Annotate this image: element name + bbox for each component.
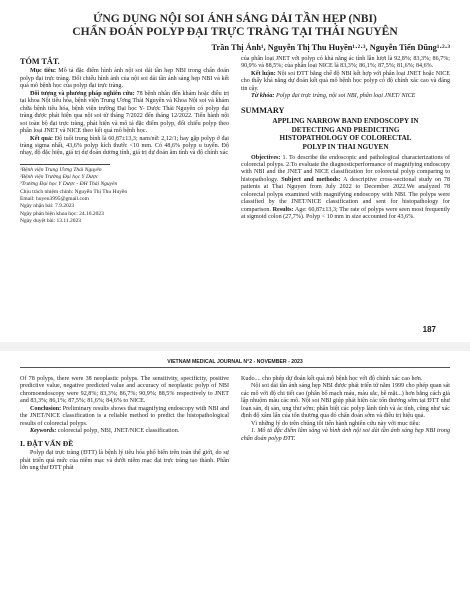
abstract-vn-objectives xyxy=(20,68,229,90)
summary-objectives-label: Objectives: xyxy=(251,154,281,161)
tom-tat-heading: TÓM TẮT. xyxy=(20,57,60,66)
intro-cont-paragraph: Kudo.... cho phép dự đoán kết quả mô bệnh học với độ chính xác cao hơn. xyxy=(241,376,423,382)
summary-conclusion-text: Preliminary results shows that magnifying endoscopy with NBI and the JNET/NICE classification is a reliable method to predict the histopathological results of colorectal polyps. xyxy=(20,405,229,427)
results-label: Kết quả: xyxy=(30,135,54,142)
objectives-text: Mô tả đặc điểm hình ảnh nội soi dải tần hẹp NBI trong chẩn đoán polyp đại trực tràng. Đối chiếu hình ảnh của nội soi dải tần ánh sáng hẹp NBI và kết quả mô bệnh học của polyp đại trực tràng. xyxy=(20,68,229,90)
abstract-vn-keywords xyxy=(241,93,450,100)
p2-right-column xyxy=(241,376,450,472)
article-title-line-1: ỨNG DỤNG NỘI SOI ÁNH SÁNG DẢI TẦN HẸP (NBI) xyxy=(93,12,377,25)
aims-paragraph: Vì những lý do trên chúng tôi tiến hành nghiên cứu này với mục tiêu: xyxy=(251,420,421,427)
summary-title-line-2: DETECTING AND PREDICTING xyxy=(291,125,400,134)
summary-objectives-text: 1. To describe the endoscopic and pathological characterizations of colorectal polyps. 2.To evaluate the diagnosticperformance of magnifying endoscopy with NBI and the JNET and NICE classification for colorectal polyp comparing to histopathology. xyxy=(241,154,450,183)
objectives-label: Mục tiêu: xyxy=(30,68,56,75)
date-accepted: Ngày duyệt bài: 13.11.2023 xyxy=(20,217,82,224)
journal-header: VIETNAM MEDICAL JOURNAL N°2 - NOVEMBER - 2023 xyxy=(20,359,450,368)
footnote-rule xyxy=(20,164,110,165)
methods-label: Đối tượng và phương pháp nghiên cứu: xyxy=(30,90,135,97)
page-two-columns xyxy=(20,376,450,472)
aim-1-text: 1. Mô tả đặc điểm lâm sàng và hình ảnh nội soi dải tần ánh sáng hẹp NBI trong chẩn đoán polyp ĐTT. xyxy=(241,428,450,442)
summary-conclusion xyxy=(20,406,229,428)
right-column xyxy=(241,56,450,225)
summary-heading: SUMMARY xyxy=(241,105,285,115)
p2-left-column xyxy=(20,376,229,472)
left-column xyxy=(20,56,229,225)
abstract-vn-results-cont: của phân loại JNET với polyp có khả năng ác tính lần lượt là 92,8%; 83,3%; 86,7%; 90,9% và 88,5%; của phân loại NICE là 83,3%; 86,1%; 87,5%; 81,6%; 84,6%. xyxy=(241,56,450,70)
summary-objectives xyxy=(241,155,450,222)
nbi-paragraph: Nội soi dải tần ánh sáng hẹp NBI được phát triển từ năm 1999 cho phép quan sát các mô với độ chi tiết cao (phân bố mạch máu, màu sắc, bề mặt...) hơn bằng cách giả lập nhuộm màu các mô. Nội soi NBI giúp phát hiện các tổn thương sớm tại ĐTT như loạn sản, dị sản, ung thư sớm; phân biệt các polyp lành tính và ác tính, cũng như xác định độ xâm lấn của tổn thương qua đó chẩn đoán sớm và điều trị hiệu quả. xyxy=(241,383,450,420)
abstract-vn-methods xyxy=(20,91,229,136)
date-received: Ngày nhận bài: 7.9.2023 xyxy=(20,203,75,210)
article-title-line-2: CHẨN ĐOÁN POLYP ĐẠI TRỰC TRÀNG TẠI THÁI NGUYÊN xyxy=(72,25,398,38)
contact-email: Email: huyen3995@gmail.com xyxy=(20,196,89,203)
footnotes xyxy=(20,167,229,225)
abstract-vn-conclusion xyxy=(241,71,450,93)
footnote-3: ³Trường Đại học Y Dược - ĐH Thái Nguyên xyxy=(20,181,118,188)
summary-title-line-3: HISTOPATHOLOGY OF COLORECTAL xyxy=(279,134,412,143)
summary-title xyxy=(241,117,450,151)
abstract-vn-results xyxy=(20,136,229,158)
footnote-2: ²Bệnh viện Trường Đại học Y Dược xyxy=(20,174,99,181)
summary-keywords xyxy=(20,428,229,435)
summary-conclusion-label: Conclusion: xyxy=(30,405,62,412)
conclusion-label-vn: Kết luận: xyxy=(251,70,276,77)
page-one-columns xyxy=(20,56,450,225)
summary-subject-text: A descriptive cross-sectional study on 78 patients at Thai Nguyen from July 2022 to December 2022.We analyzed 78 colorectal polyps examined with magnifying endoscopy with NBI. The polyps were classified by the JNET/NICE classification and sent for histopathology for comparison. xyxy=(241,176,450,213)
summary-results-text: Age: 60,87±13,3; The rate of polyps were seen most frequently at sigmoid colon (27,7%). Polyp < 10 mm in size accounted for 43,6%. xyxy=(241,206,450,221)
footnote-1: ¹Bệnh viện Trung Ương Thái Nguyên xyxy=(20,166,102,173)
summary-results-cont: Of 78 polyps, there were 38 neoplastic polyps. The sensitivity, specificity, positive predictive value, negative predicted value and accuracy of neoplastic polyp of NBI chromoendoscopy were 92,8%; 83,3%; 86,7%; 90,9%; 88,5% respectively to JNET and 83,3%; 86,1%; 87,5%; 81,6%; 84,6% to NICE. xyxy=(20,376,229,405)
summary-subject-label: Subject and methods: xyxy=(281,176,341,183)
contact-author: Chịu trách nhiệm chính: Nguyễn Thị Thu Huyền xyxy=(20,188,128,195)
intro-paragraph: Polyp đại trực tràng (ĐTT) là bệnh lý tiêu hóa phổ biến trên toàn thế giới, do sự phát triển quá mức của niêm mạc và dưới niêm mạc đại trực tràng tạo thành. Phần lớn ung thư ĐTT phát xyxy=(20,450,229,471)
date-reviewed: Ngày phản biện khoa học: 24.10.2023 xyxy=(20,210,104,217)
methods-text: 78 bệnh nhân đến khám hoặc điều trị tại khoa Nội tiêu hóa, bệnh viện Trung Ương Thái Nguyên và Khoa Nội soi và khám chữa bệnh tiêu hóa, bệnh viện trường Đại học Y- Dược Thái Nguyên có polyp đại tràng được phát hiện qua nội soi từ tháng 7/2022 đến tháng 12/2022. Tiến hành nội soi toàn bộ đại trực tràng, phát hiện và mô tả đặc điểm polyp, đối chiếu polyp theo phân loại JNET và NICE theo kết quả mô bệnh học. xyxy=(20,90,229,135)
page-number: 187 xyxy=(422,325,436,334)
keywords-label-vn: Từ khóa: xyxy=(251,93,275,100)
summary-title-line-4: POLYP IN THAI NGUYEN xyxy=(302,142,389,151)
summary-results-label: Results: xyxy=(272,206,294,213)
summary-keywords-label: Keywords: xyxy=(30,428,57,435)
section-heading-introduction: I. ĐẶT VẤN ĐỀ xyxy=(20,438,74,448)
authors: Trần Thị Ánh¹, Nguyễn Thị Thu Huyền¹·²·³, Nguyễn Tiến Dũng¹·²·³ xyxy=(211,43,450,52)
keywords-text-vn: Polyp đại trực tràng, nội soi NBI, phân loại JNET/ NICE xyxy=(274,93,416,100)
results-text: Độ tuổi trung bình là 60,87±13,3; nam/nữ: 2,12/1; hay gặp polyp ở đại tràng sigma nhất, 43,6% polyp kích thước <10 mm. Có 48,6% polyp u tuyến. Độ nhạy, độ đặc hiệu, giá trị dự đoán dương tính, giá trị dự đoán âm tính và độ chính xác xyxy=(20,135,229,157)
conclusion-text-vn: Nội soi ĐTT bằng chế độ NBI kết hợp với phân loại JNET hoặc NICE cho thấy khả năng dự đoán kết quả mô bệnh học polyp có độ chính xác cao và đáng tin cậy. xyxy=(241,70,450,92)
summary-keywords-text: colorectal polyp, NBI, JNET/NICE classification. xyxy=(56,428,180,435)
summary-title-line-1: APPLING NARROW BAND ENDOSCOPY IN xyxy=(272,117,419,126)
aim-1 xyxy=(241,428,450,443)
page-two xyxy=(0,351,470,614)
